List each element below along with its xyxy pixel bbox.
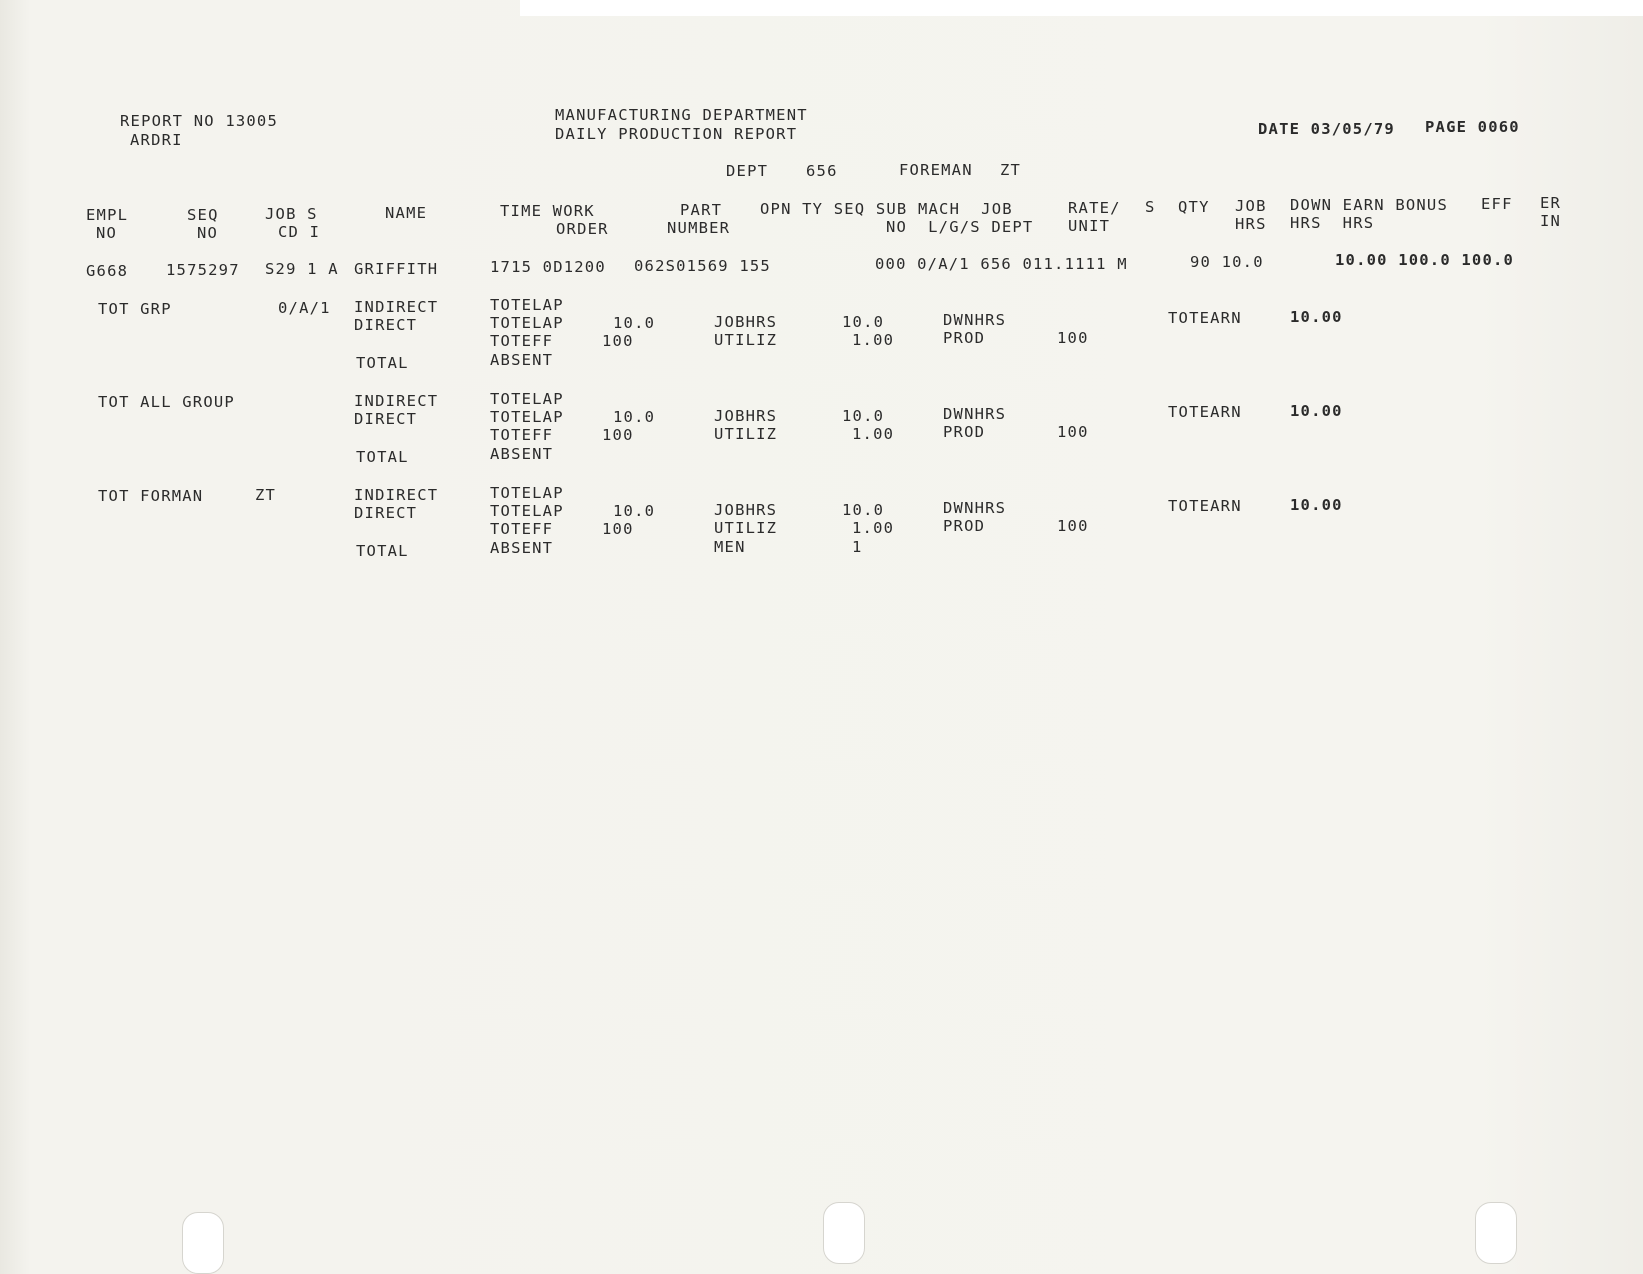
group-extra: 0/A/1 [278,299,331,317]
col-empl-no: NO [96,224,118,242]
punch-hole [1475,1202,1517,1264]
jobhrs-label: JOBHRS [714,313,778,331]
indirect-label: INDIRECT [354,298,439,316]
col-opn-job: OPN TY SEQ SUB MACH JOB [760,200,1013,218]
indirect-label: INDIRECT [354,392,439,410]
torn-edge [520,0,1643,16]
absent-label: ABSENT [490,539,554,557]
punch-hole [182,1212,224,1274]
prod-label: PROD [943,423,986,441]
dept-label: DEPT [726,162,769,180]
col-rate: RATE/ [1068,199,1121,217]
totelap-label: TOTELAP [490,408,564,426]
group-extra: ZT [255,486,277,504]
total-label: TOTAL [356,448,409,466]
report-number: REPORT NO 13005 [120,112,278,130]
group-label: TOT GRP [98,300,172,318]
totelap-label: TOTELAP [490,296,564,314]
col-cd-i: CD I [278,223,321,241]
col-in: IN [1540,212,1562,230]
dwnhrs-label: DWNHRS [943,499,1007,517]
row-qty-hrs: 90 10.0 [1190,253,1264,271]
col-name: NAME [385,204,428,222]
jobhrs-value: 10.0 [842,501,885,519]
col-s: S [1145,198,1156,216]
page-number: PAGE 0060 [1425,118,1520,136]
toteff-value: 100 [602,332,634,350]
totearn-value: 10.00 [1290,496,1343,514]
report-date: DATE 03/05/79 [1258,120,1395,138]
toteff-value: 100 [602,426,634,444]
totearn-label: TOTEARN [1168,403,1242,421]
totearn-label: TOTEARN [1168,309,1242,327]
prod-label: PROD [943,517,986,535]
col-time-work: TIME WORK [500,202,595,220]
foreman-value: ZT [1000,161,1022,179]
report-code: ARDRI [130,131,183,149]
col-seq-no: NO [197,224,219,242]
prod-value: 100 [1057,329,1089,347]
indirect-label: INDIRECT [354,486,439,504]
totelap-label: TOTELAP [490,502,564,520]
col-part: PART [680,201,723,219]
col-down-earn-bonus: DOWN EARN BONUS [1290,196,1448,214]
col-qty: QTY [1178,198,1210,216]
total-label: TOTAL [356,354,409,372]
col-eff: EFF [1481,195,1513,213]
utiliz-label: UTILIZ [714,519,778,537]
dwnhrs-label: DWNHRS [943,405,1007,423]
report-title: DAILY PRODUCTION REPORT [555,125,798,143]
col-order: ORDER [556,220,609,238]
col-number: NUMBER [667,219,731,237]
jobhrs-value: 10.0 [842,313,885,331]
direct-label: DIRECT [354,410,418,428]
utiliz-label: UTILIZ [714,331,778,349]
totelap-label: TOTELAP [490,484,564,502]
toteff-label: TOTEFF [490,332,554,350]
col-empl: EMPL [86,206,129,224]
men-value: 1 [852,538,863,556]
prod-value: 100 [1057,517,1089,535]
absent-label: ABSENT [490,351,554,369]
foreman-label: FOREMAN [899,161,973,179]
col-seq: SEQ [187,206,219,224]
absent-label: ABSENT [490,445,554,463]
row-seq-mach: 000 0/A/1 656 011.1111 M [875,255,1128,273]
total-label: TOTAL [356,542,409,560]
utiliz-value: 1.00 [852,425,895,443]
group-label: TOT FORMAN [98,487,204,505]
totelap-label: TOTELAP [490,314,564,332]
col-job-hrs: HRS [1235,215,1267,233]
row-job-cd: S29 1 A [265,260,339,278]
col-er: ER [1540,194,1562,212]
dwnhrs-label: DWNHRS [943,311,1007,329]
totelap-value: 10.0 [613,502,656,520]
toteff-value: 100 [602,520,634,538]
row-seq-no: 1575297 [166,261,240,279]
row-part-opn: 062S01569 155 [634,257,771,275]
toteff-label: TOTEFF [490,520,554,538]
col-unit: UNIT [1068,217,1111,235]
utiliz-label: UTILIZ [714,425,778,443]
jobhrs-label: JOBHRS [714,501,778,519]
col-no-dept: NO L/G/S DEPT [886,218,1034,236]
totearn-label: TOTEARN [1168,497,1242,515]
totearn-value: 10.00 [1290,402,1343,420]
prod-label: PROD [943,329,986,347]
men-label: MEN [714,538,746,556]
utiliz-value: 1.00 [852,331,895,349]
row-name: GRIFFITH [354,260,439,278]
group-label: TOT ALL GROUP [98,393,235,411]
prod-value: 100 [1057,423,1089,441]
punch-hole [823,1202,865,1264]
col-job-s: JOB S [265,205,318,223]
jobhrs-label: JOBHRS [714,407,778,425]
department-name: MANUFACTURING DEPARTMENT [555,106,808,124]
totelap-label: TOTELAP [490,390,564,408]
row-time-work: 1715 0D1200 [490,258,606,276]
direct-label: DIRECT [354,316,418,334]
toteff-label: TOTEFF [490,426,554,444]
col-job: JOB [1235,197,1267,215]
totearn-value: 10.00 [1290,308,1343,326]
row-earn-bonus-eff: 10.00 100.0 100.0 [1335,251,1515,269]
direct-label: DIRECT [354,504,418,522]
totelap-value: 10.0 [613,314,656,332]
col-hrs-hrs: HRS HRS [1290,214,1375,232]
jobhrs-value: 10.0 [842,407,885,425]
totelap-value: 10.0 [613,408,656,426]
dept-value: 656 [806,162,838,180]
utiliz-value: 1.00 [852,519,895,537]
row-empl-no: G668 [86,262,129,280]
